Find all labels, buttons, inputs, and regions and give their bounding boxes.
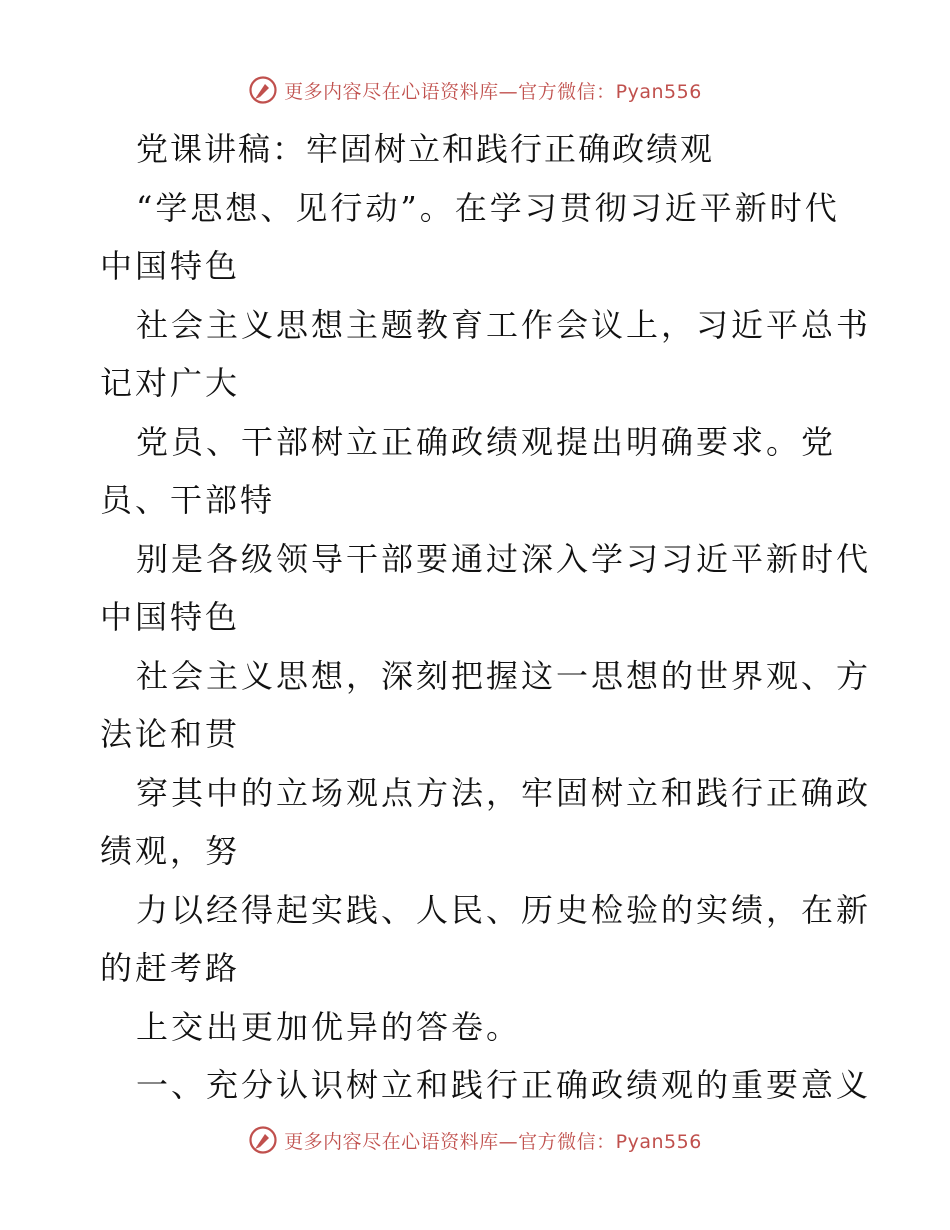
paragraph-line: 记对广大 xyxy=(100,364,241,402)
paragraph-line: 法论和贯 xyxy=(100,715,241,753)
paragraph-line: 力以经得起实践、人民、历史检验的实绩，在新 xyxy=(136,890,872,929)
paragraph-line: 中国特色 xyxy=(100,598,241,636)
paragraph-line: 党员、干部树立正确政绩观提出明确要求。党 xyxy=(136,422,837,461)
header-banner xyxy=(0,72,950,108)
paragraph-line: 上交出更加优异的答卷。 xyxy=(136,1007,522,1046)
paragraph-line: 别是各级领导干部要通过深入学习习近平新时代 xyxy=(136,539,872,578)
document-title: 党课讲稿：牢固树立和践行正确政绩观 xyxy=(136,130,715,168)
footer-banner xyxy=(0,1122,950,1158)
paragraph-line: 的赶考路 xyxy=(100,949,241,987)
paragraph-line: 社会主义思想主题教育工作会议上，习近平总书 xyxy=(136,305,872,344)
footer-banner-text: 更多内容尽在心语资料库—官方微信：Pyan556 xyxy=(284,1130,702,1153)
paragraph-line: 员、干部特 xyxy=(100,481,276,519)
paragraph-line: 中国特色 xyxy=(100,247,241,285)
paragraph-line: 社会主义思想，深刻把握这一思想的世界观、方 xyxy=(136,656,872,695)
header-banner-text: 更多内容尽在心语资料库—官方微信：Pyan556 xyxy=(284,80,702,103)
pen-nib-logo-icon xyxy=(248,75,278,105)
paragraph-line: “学思想、见行动”。在学习贯彻习近平新时代 xyxy=(136,188,840,227)
paragraph-line: 穿其中的立场观点方法，牢固树立和践行正确政 xyxy=(136,773,872,812)
document-body xyxy=(100,120,872,1115)
pen-nib-logo-icon xyxy=(248,1125,278,1155)
paragraph-line: 绩观，努 xyxy=(100,832,241,870)
section-heading: 一、充分认识树立和践行正确政绩观的重要意义 xyxy=(136,1066,872,1104)
